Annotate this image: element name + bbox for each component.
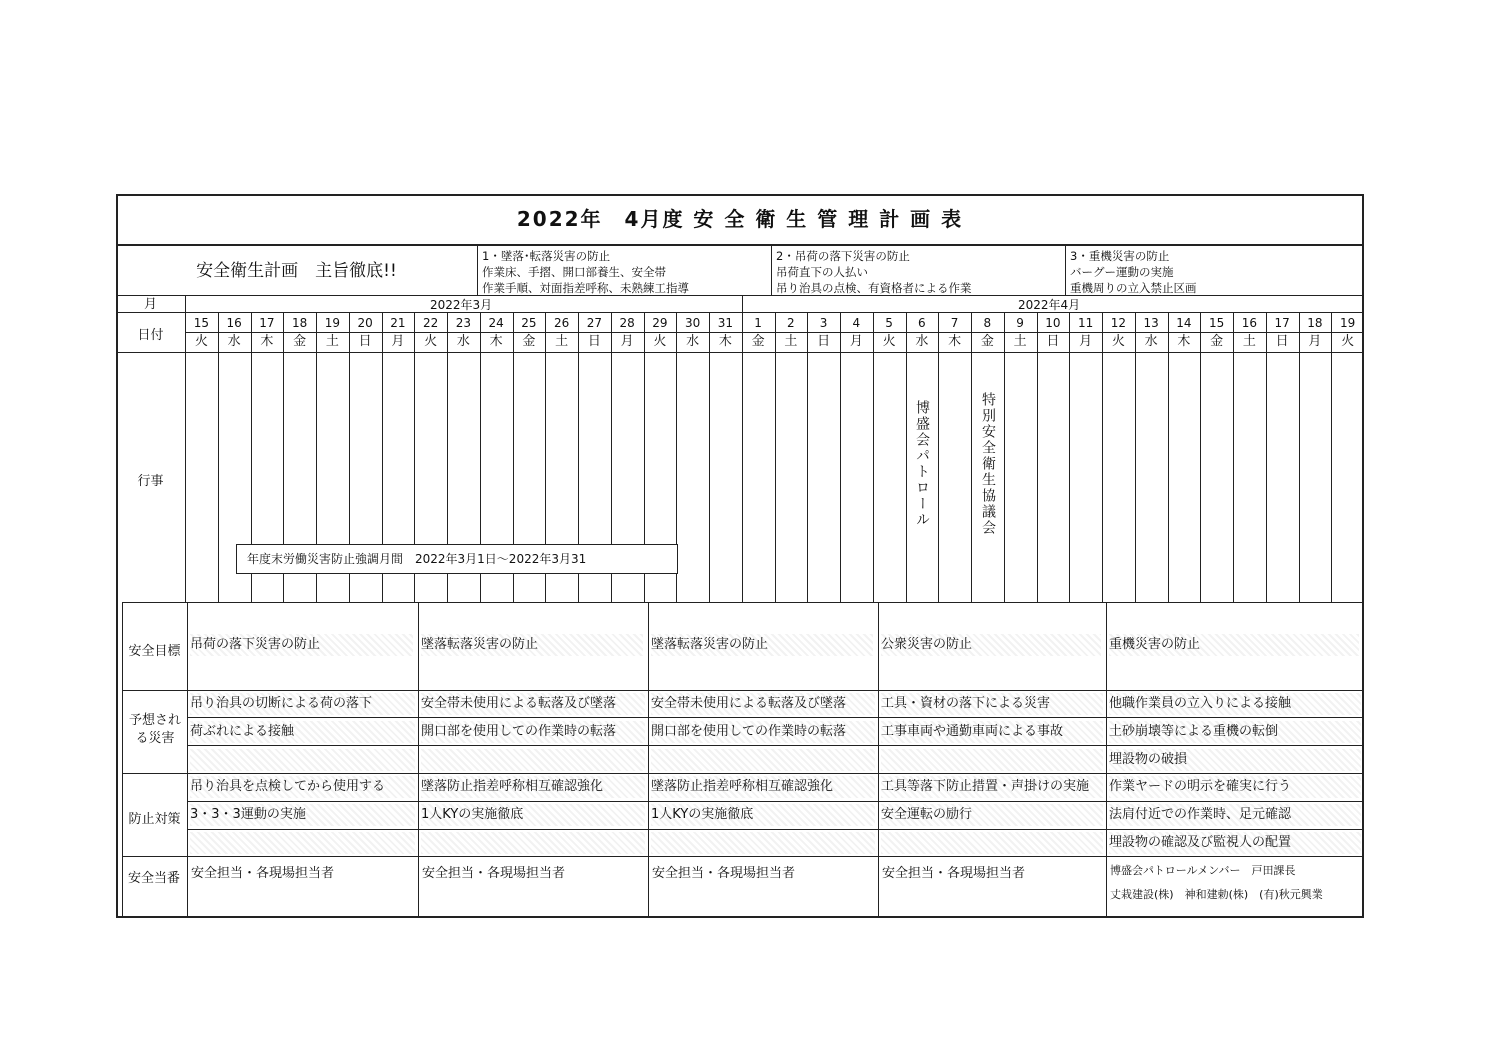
day-column-divider bbox=[1168, 312, 1169, 602]
day-weekday: 金 bbox=[980, 334, 994, 349]
week-measure: 墜落防止指差呼称相互確認強化 bbox=[651, 776, 875, 798]
week-measure: 1人KYの実施徹底 bbox=[651, 804, 875, 826]
week-duty: 安全担当・各現場担当者 bbox=[882, 866, 1026, 881]
policy-goal-head: 2・吊荷の落下災害の防止 bbox=[776, 249, 910, 263]
day-number: 15 bbox=[193, 316, 210, 330]
policy-goal-line: 吊り治具の点検、有資格者による作業 bbox=[776, 281, 972, 295]
week-hazard: 開口部を使用しての作業時の転落 bbox=[651, 721, 875, 743]
week-hazard: 開口部を使用しての作業時の転落 bbox=[421, 721, 645, 743]
row-label-month: 月 bbox=[143, 297, 157, 312]
day-number: 22 bbox=[422, 316, 439, 330]
events-bottom-border bbox=[122, 602, 1364, 603]
measure-subrow-divider bbox=[648, 801, 878, 802]
campaign-banner: 年度末労働災害防止強調月間 2022年3月1日～2022年3月31 bbox=[236, 544, 678, 574]
day-column-divider bbox=[1037, 312, 1038, 602]
row-label-duty: 安全当番 bbox=[128, 871, 181, 886]
month-label-april: 2022年4月 bbox=[1018, 298, 1081, 312]
day-number: 20 bbox=[357, 316, 373, 330]
week-measure: 墜落防止指差呼称相互確認強化 bbox=[421, 776, 645, 798]
measure-row-divider bbox=[122, 856, 1364, 857]
week-duty: 安全担当・各現場担当者 bbox=[191, 866, 335, 881]
day-column-divider bbox=[1135, 312, 1136, 602]
day-weekday: 土 bbox=[784, 334, 798, 349]
day-number: 19 bbox=[1339, 316, 1356, 330]
day-number: 8 bbox=[983, 316, 992, 330]
week-hazard: 埋設物の破損 bbox=[1109, 749, 1361, 771]
day-number: 17 bbox=[259, 316, 275, 330]
week-duty: 博盛会パトロールメンバー 戸田課長 bbox=[1110, 864, 1296, 877]
day-weekday: 金 bbox=[522, 334, 536, 349]
week-hazard bbox=[881, 749, 1103, 771]
week-hazard: 工具・資材の落下による災害 bbox=[881, 693, 1103, 715]
day-weekday: 土 bbox=[555, 334, 569, 349]
day-column-divider bbox=[1331, 312, 1332, 602]
measure-subrow-divider bbox=[187, 829, 418, 830]
day-number: 27 bbox=[586, 316, 603, 330]
day-number: 18 bbox=[291, 316, 308, 330]
day-weekday: 火 bbox=[1341, 334, 1355, 349]
day-weekday: 月 bbox=[620, 334, 634, 349]
day-column-divider bbox=[1200, 312, 1201, 602]
day-column-divider bbox=[971, 312, 972, 602]
row-label-goal: 安全目標 bbox=[128, 644, 181, 659]
day-weekday: 火 bbox=[882, 334, 896, 349]
day-weekday: 金 bbox=[1210, 334, 1224, 349]
day-weekday: 火 bbox=[1111, 334, 1125, 349]
goal-row-divider bbox=[122, 690, 1364, 691]
day-weekday: 土 bbox=[325, 334, 339, 349]
day-weekday: 日 bbox=[1275, 334, 1289, 349]
day-number: 11 bbox=[1077, 316, 1094, 330]
day-number: 17 bbox=[1274, 316, 1290, 330]
day-number: 13 bbox=[1143, 316, 1159, 330]
day-column-divider bbox=[1299, 312, 1300, 602]
row-label-hazards: 予想される災害 bbox=[128, 713, 181, 746]
week-measure: 工具等落下防止措置・声掛けの実施 bbox=[881, 776, 1103, 798]
week-measure bbox=[651, 832, 875, 854]
day-weekday: 水 bbox=[456, 334, 470, 349]
day-number: 19 bbox=[324, 316, 341, 330]
day-column-divider bbox=[906, 312, 907, 602]
week-measure bbox=[881, 832, 1103, 854]
week-measure: 法肩付近での作業時、足元確認 bbox=[1109, 804, 1361, 826]
day-weekday: 日 bbox=[358, 334, 372, 349]
week-duty: 安全担当・各現場担当者 bbox=[652, 866, 796, 881]
hazard-subrow-divider bbox=[418, 745, 648, 746]
hazard-subrow-divider bbox=[648, 717, 878, 718]
day-weekday: 水 bbox=[227, 334, 241, 349]
hazard-subrow-divider bbox=[1106, 745, 1364, 746]
day-weekday: 水 bbox=[1144, 334, 1158, 349]
day-weekday: 火 bbox=[194, 334, 208, 349]
measure-subrow-divider bbox=[418, 829, 648, 830]
hazard-subrow-divider bbox=[648, 745, 878, 746]
measure-subrow-divider bbox=[1106, 801, 1364, 802]
policy-goal-1 bbox=[478, 246, 772, 296]
week-hazard: 安全帯未使用による転落及び墜落 bbox=[421, 693, 645, 715]
week-column-divider bbox=[418, 602, 419, 916]
week-hazard: 土砂崩壊等による重機の転倒 bbox=[1109, 721, 1361, 743]
week-safety-goal: 吊荷の落下災害の防止 bbox=[190, 634, 413, 656]
day-weekday: 木 bbox=[948, 334, 962, 349]
hazard-row-divider bbox=[122, 773, 1364, 774]
week-hazard bbox=[651, 749, 875, 771]
day-weekday: 火 bbox=[424, 334, 438, 349]
week-hazard: 荷ぶれによる接触 bbox=[190, 721, 415, 743]
event-council: 特別安全衛生協議会 bbox=[980, 392, 996, 536]
day-number: 23 bbox=[455, 316, 472, 330]
day-number: 6 bbox=[918, 316, 926, 330]
month-label-march: 2022年3月 bbox=[430, 298, 493, 312]
day-weekday: 日 bbox=[1046, 334, 1060, 349]
day-weekday: 日 bbox=[817, 334, 831, 349]
day-column-divider bbox=[1233, 312, 1234, 602]
week-measure bbox=[190, 832, 415, 854]
day-weekday: 金 bbox=[751, 334, 765, 349]
hazard-subrow-divider bbox=[878, 745, 1106, 746]
day-number: 26 bbox=[553, 316, 570, 330]
day-weekday: 土 bbox=[1013, 334, 1027, 349]
policy-goal-line: 吊荷直下の人払い bbox=[776, 265, 868, 279]
week-safety-goal: 公衆災害の防止 bbox=[881, 634, 1101, 656]
day-number: 21 bbox=[390, 316, 406, 330]
measure-subrow-divider bbox=[187, 801, 418, 802]
hazard-subrow-divider bbox=[1106, 717, 1364, 718]
hazard-subrow-divider bbox=[187, 717, 418, 718]
event-patrol: 博盛会パトロール bbox=[914, 400, 930, 528]
week-hazard bbox=[421, 749, 645, 771]
day-column-divider bbox=[807, 312, 808, 602]
day-weekday: 日 bbox=[587, 334, 601, 349]
day-weekday: 月 bbox=[849, 334, 863, 349]
week-hazard bbox=[190, 749, 415, 771]
week-column-divider bbox=[648, 602, 649, 916]
week-hazard: 吊り治具の切断による荷の落下 bbox=[190, 693, 415, 715]
week-hazard: 他職作業員の立入りによる接触 bbox=[1109, 693, 1361, 715]
day-column-divider bbox=[938, 312, 939, 602]
week-measure: 埋設物の確認及び監視人の配置 bbox=[1109, 832, 1361, 854]
day-number: 18 bbox=[1307, 316, 1323, 330]
policy-goal-line: 作業床、手摺、開口部養生、安全帯 bbox=[482, 265, 666, 279]
document-title: 2022年 4月度 安 全 衛 生 管 理 計 画 表 bbox=[116, 194, 1364, 246]
day-column-divider bbox=[185, 312, 186, 602]
month-divider bbox=[742, 296, 743, 312]
day-column-divider bbox=[742, 312, 743, 602]
policy-goal-head: 1・墜落･転落災害の防止 bbox=[482, 249, 611, 263]
policy-goal-line: バーグー運動の実施 bbox=[1070, 265, 1174, 279]
week-measure: 安全運転の励行 bbox=[881, 804, 1103, 826]
day-column-divider bbox=[1069, 312, 1070, 602]
week-column-divider bbox=[1106, 602, 1107, 916]
day-column-divider bbox=[1102, 312, 1103, 602]
day-weekday: 木 bbox=[718, 334, 732, 349]
date-row-divider bbox=[116, 352, 1364, 353]
day-weekday: 月 bbox=[1308, 334, 1322, 349]
day-number: 7 bbox=[950, 316, 959, 330]
week-safety-goal: 墜落転落災害の防止 bbox=[651, 634, 873, 656]
week-measure: 吊り治具を点検してから使用する bbox=[190, 776, 415, 798]
day-column-divider bbox=[840, 312, 841, 602]
row-label-events: 行事 bbox=[137, 474, 164, 489]
day-column-divider bbox=[1004, 312, 1005, 602]
week-measure: 3・3・3運動の実施 bbox=[190, 804, 415, 826]
day-number: 4 bbox=[852, 316, 861, 330]
week-measure: 作業ヤードの明示を確実に行う bbox=[1109, 776, 1361, 798]
week-hazard: 安全帯未使用による転落及び墜落 bbox=[651, 693, 875, 715]
day-number: 16 bbox=[226, 316, 242, 330]
day-number: 3 bbox=[819, 316, 828, 330]
day-weekday: 水 bbox=[686, 334, 700, 349]
day-weekday: 土 bbox=[1242, 334, 1256, 349]
measure-subrow-divider bbox=[878, 801, 1106, 802]
policy-goal-2 bbox=[772, 246, 1066, 296]
day-column-divider bbox=[775, 312, 776, 602]
measure-subrow-divider bbox=[1106, 829, 1364, 830]
day-number: 29 bbox=[652, 316, 668, 330]
day-weekday: 月 bbox=[1079, 334, 1093, 349]
week-duty: 丈栽建設(株) 神和建勅(株) (有)秋元興業 bbox=[1110, 888, 1323, 901]
day-weekday: 水 bbox=[915, 334, 929, 349]
hazard-subrow-divider bbox=[878, 717, 1106, 718]
policy-goal-line: 作業手順、対面指差呼称、未熟練工指導 bbox=[482, 281, 689, 295]
policy-goal-3 bbox=[1066, 246, 1364, 296]
lower-label-divider bbox=[187, 602, 188, 916]
week-measure: 1人KYの実施徹底 bbox=[421, 804, 645, 826]
day-weekday: 木 bbox=[1177, 334, 1191, 349]
day-weekday: 火 bbox=[653, 334, 667, 349]
row-label-measures: 防止対策 bbox=[128, 812, 181, 827]
day-number: 10 bbox=[1045, 316, 1061, 330]
week-hazard: 工事車両や通勤車両による事故 bbox=[881, 721, 1103, 743]
day-number: 28 bbox=[619, 316, 635, 330]
week-column-divider bbox=[878, 602, 879, 916]
week-safety-goal: 墜落転落災害の防止 bbox=[421, 634, 643, 656]
day-column-divider bbox=[218, 312, 219, 602]
day-column-divider bbox=[1266, 312, 1267, 602]
measure-subrow-divider bbox=[418, 801, 648, 802]
day-number: 30 bbox=[684, 316, 701, 330]
day-column-divider bbox=[709, 312, 710, 602]
day-number: 16 bbox=[1241, 316, 1258, 330]
hazard-subrow-divider bbox=[187, 745, 418, 746]
day-number: 31 bbox=[717, 316, 734, 330]
day-number: 1 bbox=[754, 316, 762, 330]
week-safety-goal: 重機災害の防止 bbox=[1109, 634, 1359, 656]
day-column-divider bbox=[873, 312, 874, 602]
row-label-date: 日付 bbox=[137, 328, 164, 343]
day-weekday: 木 bbox=[260, 334, 274, 349]
day-number: 24 bbox=[488, 316, 504, 330]
day-weekday: 金 bbox=[293, 334, 307, 349]
week-duty: 安全担当・各現場担当者 bbox=[422, 866, 566, 881]
day-number: 2 bbox=[787, 316, 795, 330]
day-number: 25 bbox=[521, 316, 537, 330]
day-weekday: 木 bbox=[489, 334, 503, 349]
week-measure bbox=[421, 832, 645, 854]
day-weekday: 月 bbox=[391, 334, 405, 349]
day-number: 14 bbox=[1176, 316, 1192, 330]
policy-goal-line: 重機周りの立入禁止区画 bbox=[1070, 281, 1197, 295]
day-number: 9 bbox=[1016, 316, 1024, 330]
day-number: 5 bbox=[885, 316, 893, 330]
day-number: 12 bbox=[1110, 316, 1127, 330]
day-number: 15 bbox=[1208, 316, 1225, 330]
month-row-divider bbox=[116, 312, 1364, 313]
measure-subrow-divider bbox=[878, 829, 1106, 830]
safety-theme: 安全衛生計画 主旨徹底!! bbox=[116, 246, 478, 296]
policy-goal-head: 3・重機災害の防止 bbox=[1070, 249, 1170, 263]
measure-subrow-divider bbox=[648, 829, 878, 830]
hazard-subrow-divider bbox=[418, 717, 648, 718]
